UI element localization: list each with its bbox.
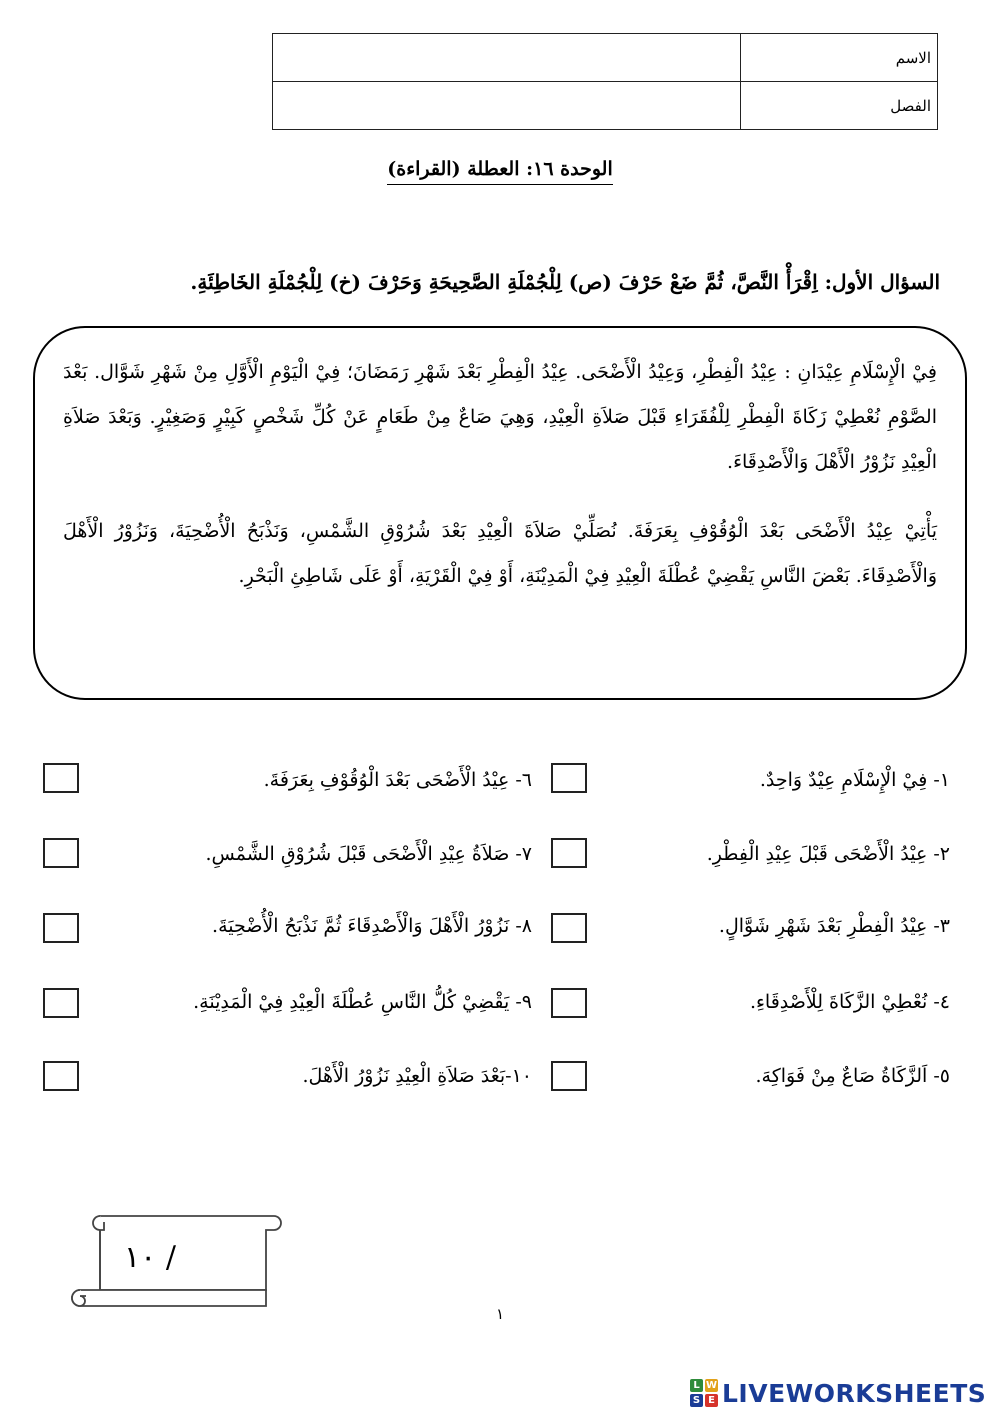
name-row	[273, 34, 938, 82]
statement-2: ٢- عِيْدُ الْأَضْحَى قَبْلَ عِيْدِ الْفِطْرِ.	[706, 843, 950, 865]
logo-tile-3: S	[690, 1394, 703, 1407]
class-row	[273, 82, 938, 130]
class-label: الفصل	[741, 82, 938, 130]
student-info-table	[272, 33, 938, 130]
answer-box-5[interactable]	[551, 1061, 587, 1091]
watermark-text: LIVEWORKSHEETS	[722, 1378, 987, 1408]
statement-9: ٩- يَقْضِيْ كُلُّ النَّاسِ عُطْلَةَ الْعِيْدِ فِيْ الْمَدِيْنَةِ.	[193, 991, 532, 1013]
answer-box-8[interactable]	[43, 913, 79, 943]
statement-8: ٨- نَزُوْرُ الْأَهْلَ وَالْأَصْدِقَاءَ ثُمَّ نَذْبَحُ الْأُضْحِيَةَ.	[212, 915, 532, 937]
statement-10: ١٠-بَعْدَ صَلاَةِ الْعِيْدِ نَزُوْرُ الْأَهْلَ.	[302, 1065, 532, 1087]
watermark	[690, 1376, 986, 1410]
statement-6: ٦- عِيْدُ الْأَضْحَى بَعْدَ الْوُقُوْفِ بِعَرَفَةَ.	[263, 769, 532, 791]
unit-title	[350, 158, 650, 180]
statement-1: ١- فِيْ الْإِسْلَامِ عِيْدٌ وَاحِدٌ.	[759, 769, 950, 791]
name-field[interactable]	[273, 34, 741, 82]
passage-paragraph-2: يَأْتِيْ عِيْدُ الْأَضْحَى بَعْدَ الْوُقُوْفِ بِعَرَفَةَ. نُصَلِّيْ صَلاَةَ الْعِيْدِ بَعْدَ شُرُوْقِ الشَّمْسِ، وَنَذْبَحُ الْأُضْحِيَةَ، وَنَزُوْرُ الْأَهْلَ وَالْأَصْدِقَاءَ. بَعْضَ النَّاسِ يَقْضِيْ عُطْلَةَ الْعِيْدِ فِيْ الْمَدِيْنَةِ، أَوْ فِيْ الْقَرْيَةِ، أَوْ عَلَى شَاطِئِ الْبَحْرِ.	[63, 520, 937, 587]
liveworksheets-logo-icon	[690, 1379, 718, 1407]
page-number: ١	[495, 1305, 505, 1323]
score-total: / ١٠	[124, 1240, 176, 1275]
answer-box-6[interactable]	[43, 763, 79, 793]
statement-4: ٤- نُعْطِيْ الزَّكَاةَ لِلْأَصْدِقَاءِ.	[749, 991, 950, 1013]
name-label: الاسم	[741, 34, 938, 82]
answer-box-2[interactable]	[551, 838, 587, 868]
logo-tile-2: W	[705, 1380, 718, 1391]
statement-5: ٥- اَلزَّكَاةُ صَاعٌ مِنْ فَوَاكِهَ.	[755, 1065, 950, 1087]
answer-box-4[interactable]	[551, 988, 587, 1018]
reading-passage-box	[33, 326, 967, 700]
answer-box-1[interactable]	[551, 763, 587, 793]
passage-paragraph-1: فِيْ الْإِسْلَامِ عِيْدَانِ : عِيْدُ الْفِطْرِ، وَعِيْدُ الْأَضْحَى. عِيْدُ الْفِطْرِ بَعْدَ شَهْرِ رَمَضَانَ؛ فِيْ الْيَوْمِ الْأَوَّلِ مِنْ شَهْرِ شَوَّال. بَعْدَ الصَّوْمِ نُعْطِيْ زَكَاةَ الْفِطْرِ لِلْفُقَرَاءِ قَبْلَ صَلاَةِ الْعِيْدِ، وَهِيَ صَاعٌ مِنْ طَعَامٍ عَنْ كُلِّ شَخْصٍ كَبِيْرٍ وَصَغِيْرٍ. وَبَعْدَ صَلاَةِ الْعِيْدِ نَزُوْرُ الْأَهْلَ وَالْأَصْدِقَاءَ.	[63, 361, 937, 473]
question-instruction: السؤال الأول: اِقْرَأْ النَّصَّ، ثُمَّ ضَعْ حَرْفَ (ص) لِلْجُمْلَةِ الصَّحِيحَةِ وَحَرْفَ (خ) لِلْجُمْلَةِ الخَاطِئَةِ.	[190, 270, 940, 294]
answer-box-10[interactable]	[43, 1061, 79, 1091]
logo-tile-1: L	[690, 1379, 703, 1392]
answer-box-9[interactable]	[43, 988, 79, 1018]
logo-tile-4: E	[705, 1394, 718, 1407]
answer-box-7[interactable]	[43, 838, 79, 868]
unit-title-text: الوحدة ١٦: العطلة (القراءة)	[387, 158, 612, 185]
statement-3: ٣- عِيْدُ الْفِطْرِ بَعْدَ شَهْرِ شَوَّالٍ.	[718, 915, 950, 937]
answer-box-3[interactable]	[551, 913, 587, 943]
class-field[interactable]	[273, 82, 741, 130]
statement-7: ٧- صَلاَةُ عِيْدِ الْأَضْحَى قَبْلَ شُرُوْقِ الشَّمْسِ.	[205, 843, 532, 865]
